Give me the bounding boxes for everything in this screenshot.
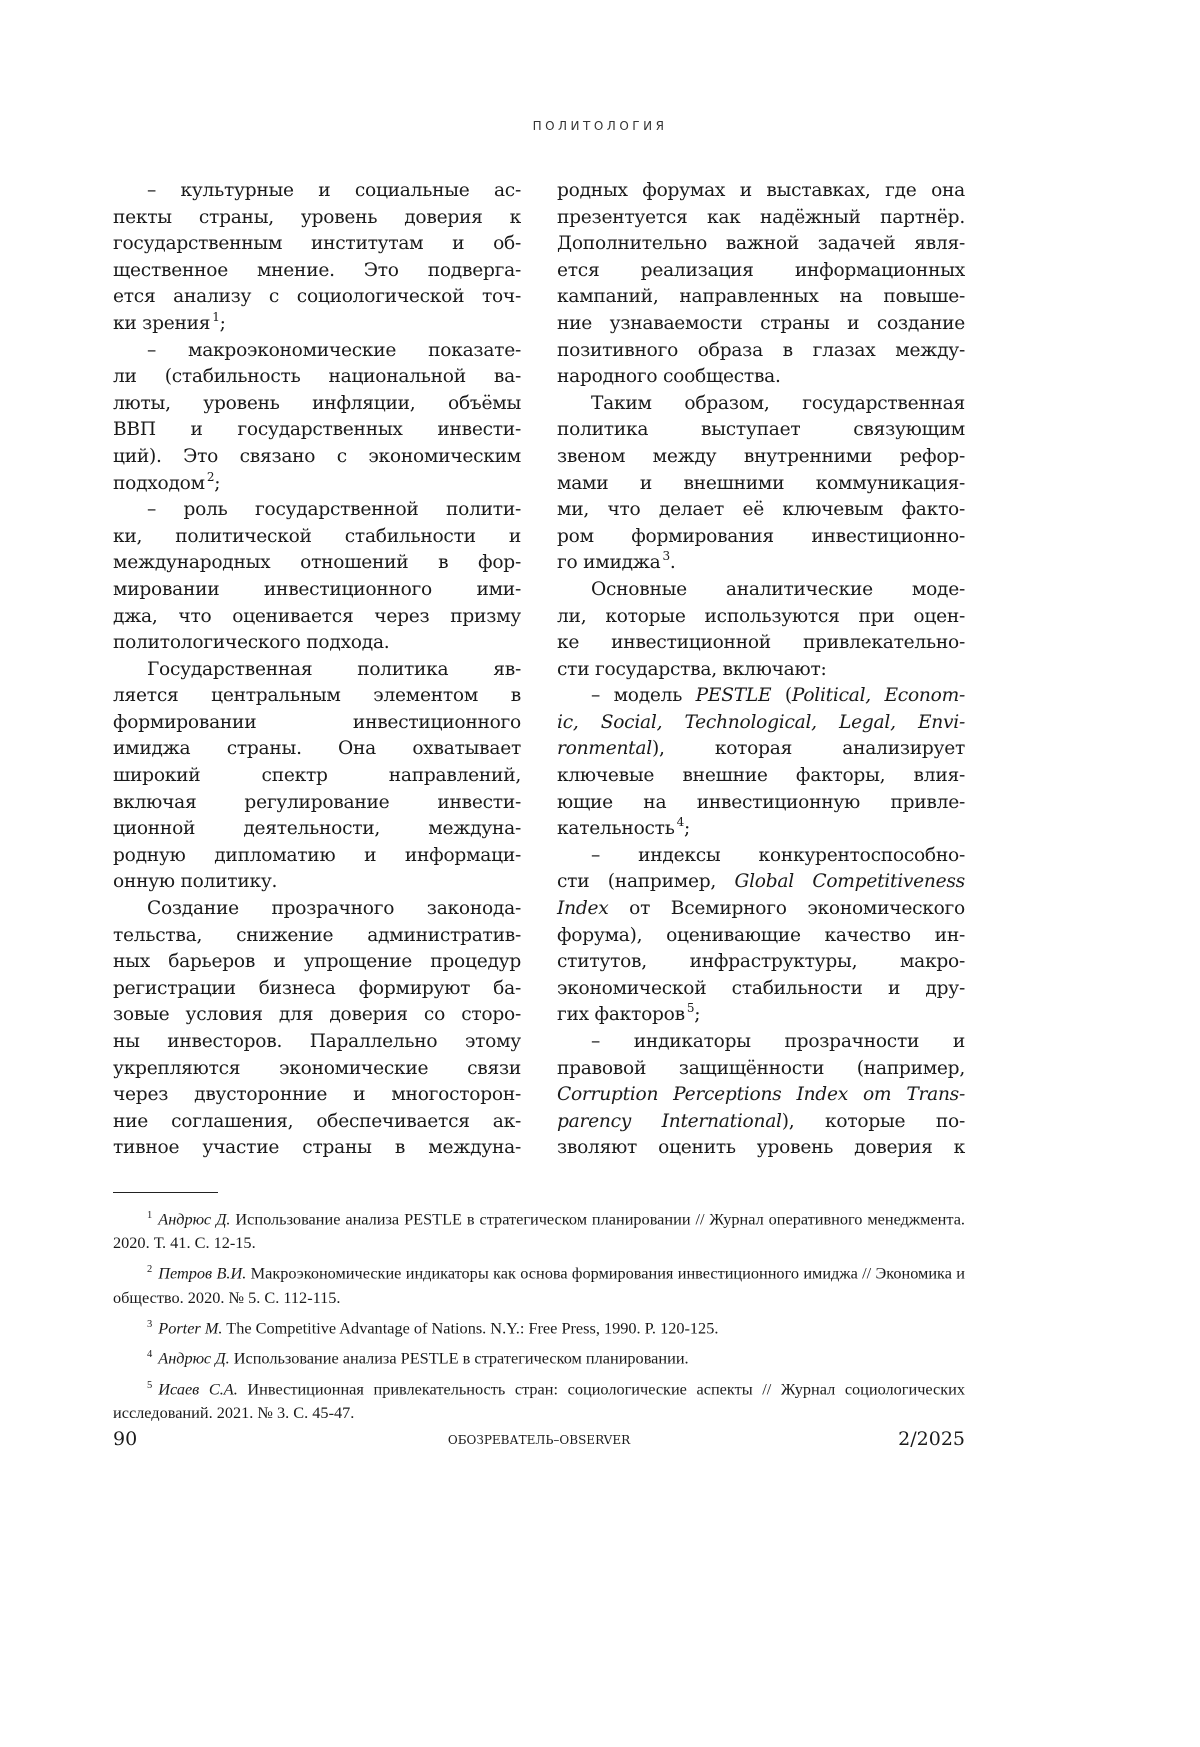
page-footer — [113, 1428, 965, 1454]
text-segment: ны инвесторов. Параллельно этому — [113, 1031, 521, 1052]
text-line — [113, 338, 521, 365]
text-segment: политологического подхода. — [113, 632, 389, 653]
text-segment: ключевые внешние факторы, влия- — [557, 765, 965, 786]
text-segment: ли (стабильность национальной ва- — [113, 366, 521, 387]
footnote-ref: 5 — [687, 1001, 694, 1015]
text-line — [113, 284, 521, 311]
footnote-author: Исаев С.А. — [158, 1379, 238, 1398]
text-segment: щественное мнение. Это подверга- — [113, 260, 521, 281]
text-segment: ние соглашения, обеспечивается ак- — [113, 1111, 521, 1132]
text-segment: Political, Econom- — [792, 685, 965, 706]
text-segment: Дополнительно важной задачей явля- — [557, 233, 965, 254]
text-segment: ций). Это связано с экономическим — [113, 446, 521, 467]
text-line — [113, 843, 521, 870]
text-line — [557, 364, 965, 391]
text-line — [557, 1109, 965, 1136]
text-segment: кательность — [557, 818, 675, 839]
text-line — [113, 417, 521, 444]
text-segment: ВВП и государственных инвести- — [113, 419, 521, 440]
text-line — [113, 178, 521, 205]
text-line — [557, 284, 965, 311]
text-line — [557, 976, 965, 1003]
text-line — [113, 231, 521, 258]
footnote-author: Андрюс Д. — [158, 1349, 229, 1368]
text-segment: укрепляются экономические связи — [113, 1058, 521, 1079]
footnote-number: 4 — [147, 1349, 152, 1360]
text-line — [113, 923, 521, 950]
text-segment: правовой защищённости (например, — [557, 1058, 965, 1079]
text-line — [113, 258, 521, 285]
text-line — [557, 710, 965, 737]
footnote-ref: 3 — [662, 549, 669, 563]
text-line — [557, 1029, 965, 1056]
text-segment: имиджа страны. Она охватывает — [113, 738, 521, 759]
text-segment: Global Competitiveness — [734, 871, 965, 892]
text-line — [557, 763, 965, 790]
text-segment: – индексы конкурентоспособно- — [591, 845, 965, 866]
text-line — [557, 178, 965, 205]
text-segment: тельства, снижение административ- — [113, 925, 521, 946]
text-line — [557, 896, 965, 923]
text-segment: parency International — [557, 1111, 782, 1132]
text-line — [113, 604, 521, 631]
text-segment: включая регулирование инвести- — [113, 792, 521, 813]
text-segment: международных отношений в фор- — [113, 552, 521, 573]
text-segment: ки зрения — [113, 313, 210, 334]
text-segment: ; — [214, 473, 220, 494]
text-segment: Таким образом, государственная — [591, 393, 965, 414]
text-line — [113, 444, 521, 471]
text-line — [557, 444, 965, 471]
text-segment: – макроэкономические показате- — [147, 340, 521, 361]
text-line — [557, 1002, 965, 1029]
text-segment: ных барьеров и упрощение процедур — [113, 951, 521, 972]
text-segment: ститутов, инфраструктуры, макро- — [557, 951, 965, 972]
text-segment: мировании инвестиционного ими- — [113, 579, 521, 600]
text-segment: позитивного образа в глазах между- — [557, 340, 965, 361]
text-segment: родную дипломатию и информаци- — [113, 845, 521, 866]
text-segment: ляется центральным элементом в — [113, 685, 521, 706]
text-segment: Основные аналитические моде- — [591, 579, 965, 600]
text-segment: джа, что оценивается через призму — [113, 606, 521, 627]
text-line — [113, 1056, 521, 1083]
footnote — [113, 1313, 965, 1340]
footnote — [113, 1343, 965, 1370]
text-segment: ние узнаваемости страны и создание — [557, 313, 965, 334]
text-segment: ; — [220, 313, 226, 334]
text-line — [113, 550, 521, 577]
text-segment: тивное участие страны в междуна- — [113, 1137, 521, 1158]
text-line — [557, 1135, 965, 1162]
footnote — [113, 1204, 965, 1255]
text-segment: ющие на инвестиционную привле- — [557, 792, 965, 813]
text-line — [113, 736, 521, 763]
footnote-text: The Competitive Advantage of Nations. N.Y.: Free Press, 1990. P. 120-125. — [222, 1318, 718, 1337]
footnote — [113, 1374, 965, 1425]
text-segment: ли, которые используются при оцен- — [557, 606, 965, 627]
text-line — [113, 949, 521, 976]
text-segment: Государственная политика яв- — [147, 659, 521, 680]
text-segment: люты, уровень инфляции, объёмы — [113, 393, 521, 414]
text-segment: зовые условия для доверия со сторо- — [113, 1004, 521, 1025]
text-segment: – культурные и социальные ас- — [147, 180, 521, 201]
text-segment: через двусторонние и многосторон- — [113, 1084, 521, 1105]
text-segment: народного сообщества. — [557, 366, 781, 387]
footnote-text: Макроэкономические индикаторы как основа формирования инвестиционного имиджа // Экономика и общество. 2020. № 5. С. 112-115. — [113, 1264, 965, 1307]
text-line — [557, 471, 965, 498]
journal-name: ОБОЗРЕВАТЕЛЬ–OBSERVER — [113, 1433, 965, 1447]
text-segment: ; — [694, 1004, 700, 1025]
text-segment: регистрации бизнеса формируют ба- — [113, 978, 521, 999]
text-segment: политика выступает связующим — [557, 419, 965, 440]
text-line — [113, 869, 521, 896]
text-segment: ется анализу с социологической точ- — [113, 286, 521, 307]
text-line — [557, 683, 965, 710]
right-column — [557, 178, 965, 1162]
footnote-number: 3 — [147, 1319, 152, 1330]
text-segment: родных форумах и выставках, где она — [557, 180, 965, 201]
footnote-ref: 2 — [207, 470, 214, 484]
text-line — [113, 1002, 521, 1029]
text-segment: – индикаторы прозрачности и — [591, 1031, 965, 1052]
text-segment: ic, Social, Technological, Legal, Envi- — [557, 712, 965, 733]
text-line — [557, 311, 965, 338]
text-line — [113, 497, 521, 524]
text-segment: государственным институтам и об- — [113, 233, 521, 254]
text-line — [557, 1082, 965, 1109]
footnote-author: Петров В.И. — [158, 1264, 246, 1283]
text-segment: – роль государственной полити- — [147, 499, 521, 520]
text-segment: го имиджа — [557, 552, 660, 573]
footnote-text: Использование анализа PESTLE в стратегическом планировании // Журнал оперативного менеджмента. 2020. Т. 41. С. 12-15. — [113, 1209, 965, 1252]
text-line — [113, 790, 521, 817]
text-segment: форума), оценивающие качество ин- — [557, 925, 965, 946]
issue-number: 2/2025 — [898, 1428, 965, 1450]
footnote-ref: 1 — [212, 310, 219, 324]
text-segment: сти государства, включают: — [557, 659, 827, 680]
text-line — [113, 311, 521, 338]
text-line — [557, 843, 965, 870]
text-segment: подходом — [113, 473, 205, 494]
text-segment: сти (например, — [557, 871, 734, 892]
text-line — [113, 364, 521, 391]
footnote-text: Использование анализа PESTLE в стратегическом планировании. — [230, 1349, 689, 1368]
left-column — [113, 178, 521, 1162]
footnote-author: Porter M. — [158, 1318, 222, 1337]
footnote — [113, 1258, 965, 1309]
text-line — [113, 630, 521, 657]
text-line — [557, 657, 965, 684]
text-segment: гих факторов — [557, 1004, 685, 1025]
text-segment: мами и внешними коммуникация- — [557, 473, 965, 494]
text-line — [113, 1135, 521, 1162]
text-segment: ), которая анализирует — [652, 738, 965, 759]
text-line — [557, 923, 965, 950]
text-line — [557, 577, 965, 604]
text-line — [557, 604, 965, 631]
text-segment: ми, что делает её ключевым факто- — [557, 499, 965, 520]
text-segment: экономической стабильности и дру- — [557, 978, 965, 999]
text-line — [557, 205, 965, 232]
text-segment: широкий спектр направлений, — [113, 765, 521, 786]
text-segment: Corruption Perceptions Index от Trans- — [557, 1084, 965, 1105]
text-line — [557, 231, 965, 258]
footnote-number: 2 — [147, 1264, 152, 1275]
text-line — [557, 550, 965, 577]
text-segment: Создание прозрачного законода- — [147, 898, 521, 919]
footnotes — [113, 1204, 965, 1428]
footnote-author: Андрюс Д. — [158, 1209, 230, 1228]
text-line — [557, 736, 965, 763]
text-line — [113, 205, 521, 232]
text-segment: кампаний, направленных на повыше- — [557, 286, 965, 307]
text-segment: формировании инвестиционного — [113, 712, 521, 733]
text-line — [113, 683, 521, 710]
text-segment: . — [670, 552, 676, 573]
text-segment: презентуется как надёжный партнёр. — [557, 207, 965, 228]
text-segment: ционной деятельности, междуна- — [113, 818, 521, 839]
text-line — [557, 816, 965, 843]
text-line — [557, 497, 965, 524]
page-number: 90 — [113, 1428, 137, 1450]
text-segment: от Всемирного экономического — [608, 898, 965, 919]
text-line — [557, 949, 965, 976]
text-line — [113, 471, 521, 498]
text-line — [557, 258, 965, 285]
text-segment: пекты страны, уровень доверия к — [113, 207, 521, 228]
text-segment: ке инвестиционной привлекательно- — [557, 632, 965, 653]
text-segment: ronmental — [557, 738, 652, 759]
text-line — [113, 763, 521, 790]
section-header: ПОЛИТОЛОГИЯ — [0, 119, 1200, 133]
text-line — [113, 577, 521, 604]
text-segment: ром формирования инвестиционно- — [557, 526, 965, 547]
text-segment: звеном между внутренними рефор- — [557, 446, 965, 467]
text-line — [113, 710, 521, 737]
text-line — [113, 816, 521, 843]
text-line — [113, 524, 521, 551]
text-line — [557, 790, 965, 817]
text-line — [557, 391, 965, 418]
text-line — [557, 869, 965, 896]
footnote-number: 5 — [147, 1380, 152, 1391]
text-segment: ки, политической стабильности и — [113, 526, 521, 547]
text-line — [113, 657, 521, 684]
footnote-ref: 4 — [677, 815, 684, 829]
text-line — [113, 976, 521, 1003]
footnote-text: Инвестиционная привлекательность стран: социологические аспекты // Журнал социологических исследований. 2021. № 3. С. 45-47. — [113, 1379, 965, 1422]
text-line — [557, 524, 965, 551]
text-line — [557, 417, 965, 444]
text-segment: ется реализация информационных — [557, 260, 965, 281]
text-line — [113, 1082, 521, 1109]
footnote-number: 1 — [147, 1210, 152, 1221]
text-segment: – модель — [591, 685, 696, 706]
text-segment: зволяют оценить уровень доверия к — [557, 1137, 965, 1158]
text-segment: ; — [684, 818, 690, 839]
text-segment: PESTLE — [696, 685, 772, 706]
text-segment: онную политику. — [113, 871, 277, 892]
text-line — [113, 391, 521, 418]
text-line — [113, 1029, 521, 1056]
text-segment: ), которые по- — [782, 1111, 965, 1132]
text-line — [113, 896, 521, 923]
text-line — [557, 338, 965, 365]
footnote-divider — [113, 1192, 218, 1193]
text-line — [113, 1109, 521, 1136]
text-segment: Index — [557, 898, 608, 919]
text-line — [557, 630, 965, 657]
text-segment: ( — [771, 685, 792, 706]
text-line — [557, 1056, 965, 1083]
